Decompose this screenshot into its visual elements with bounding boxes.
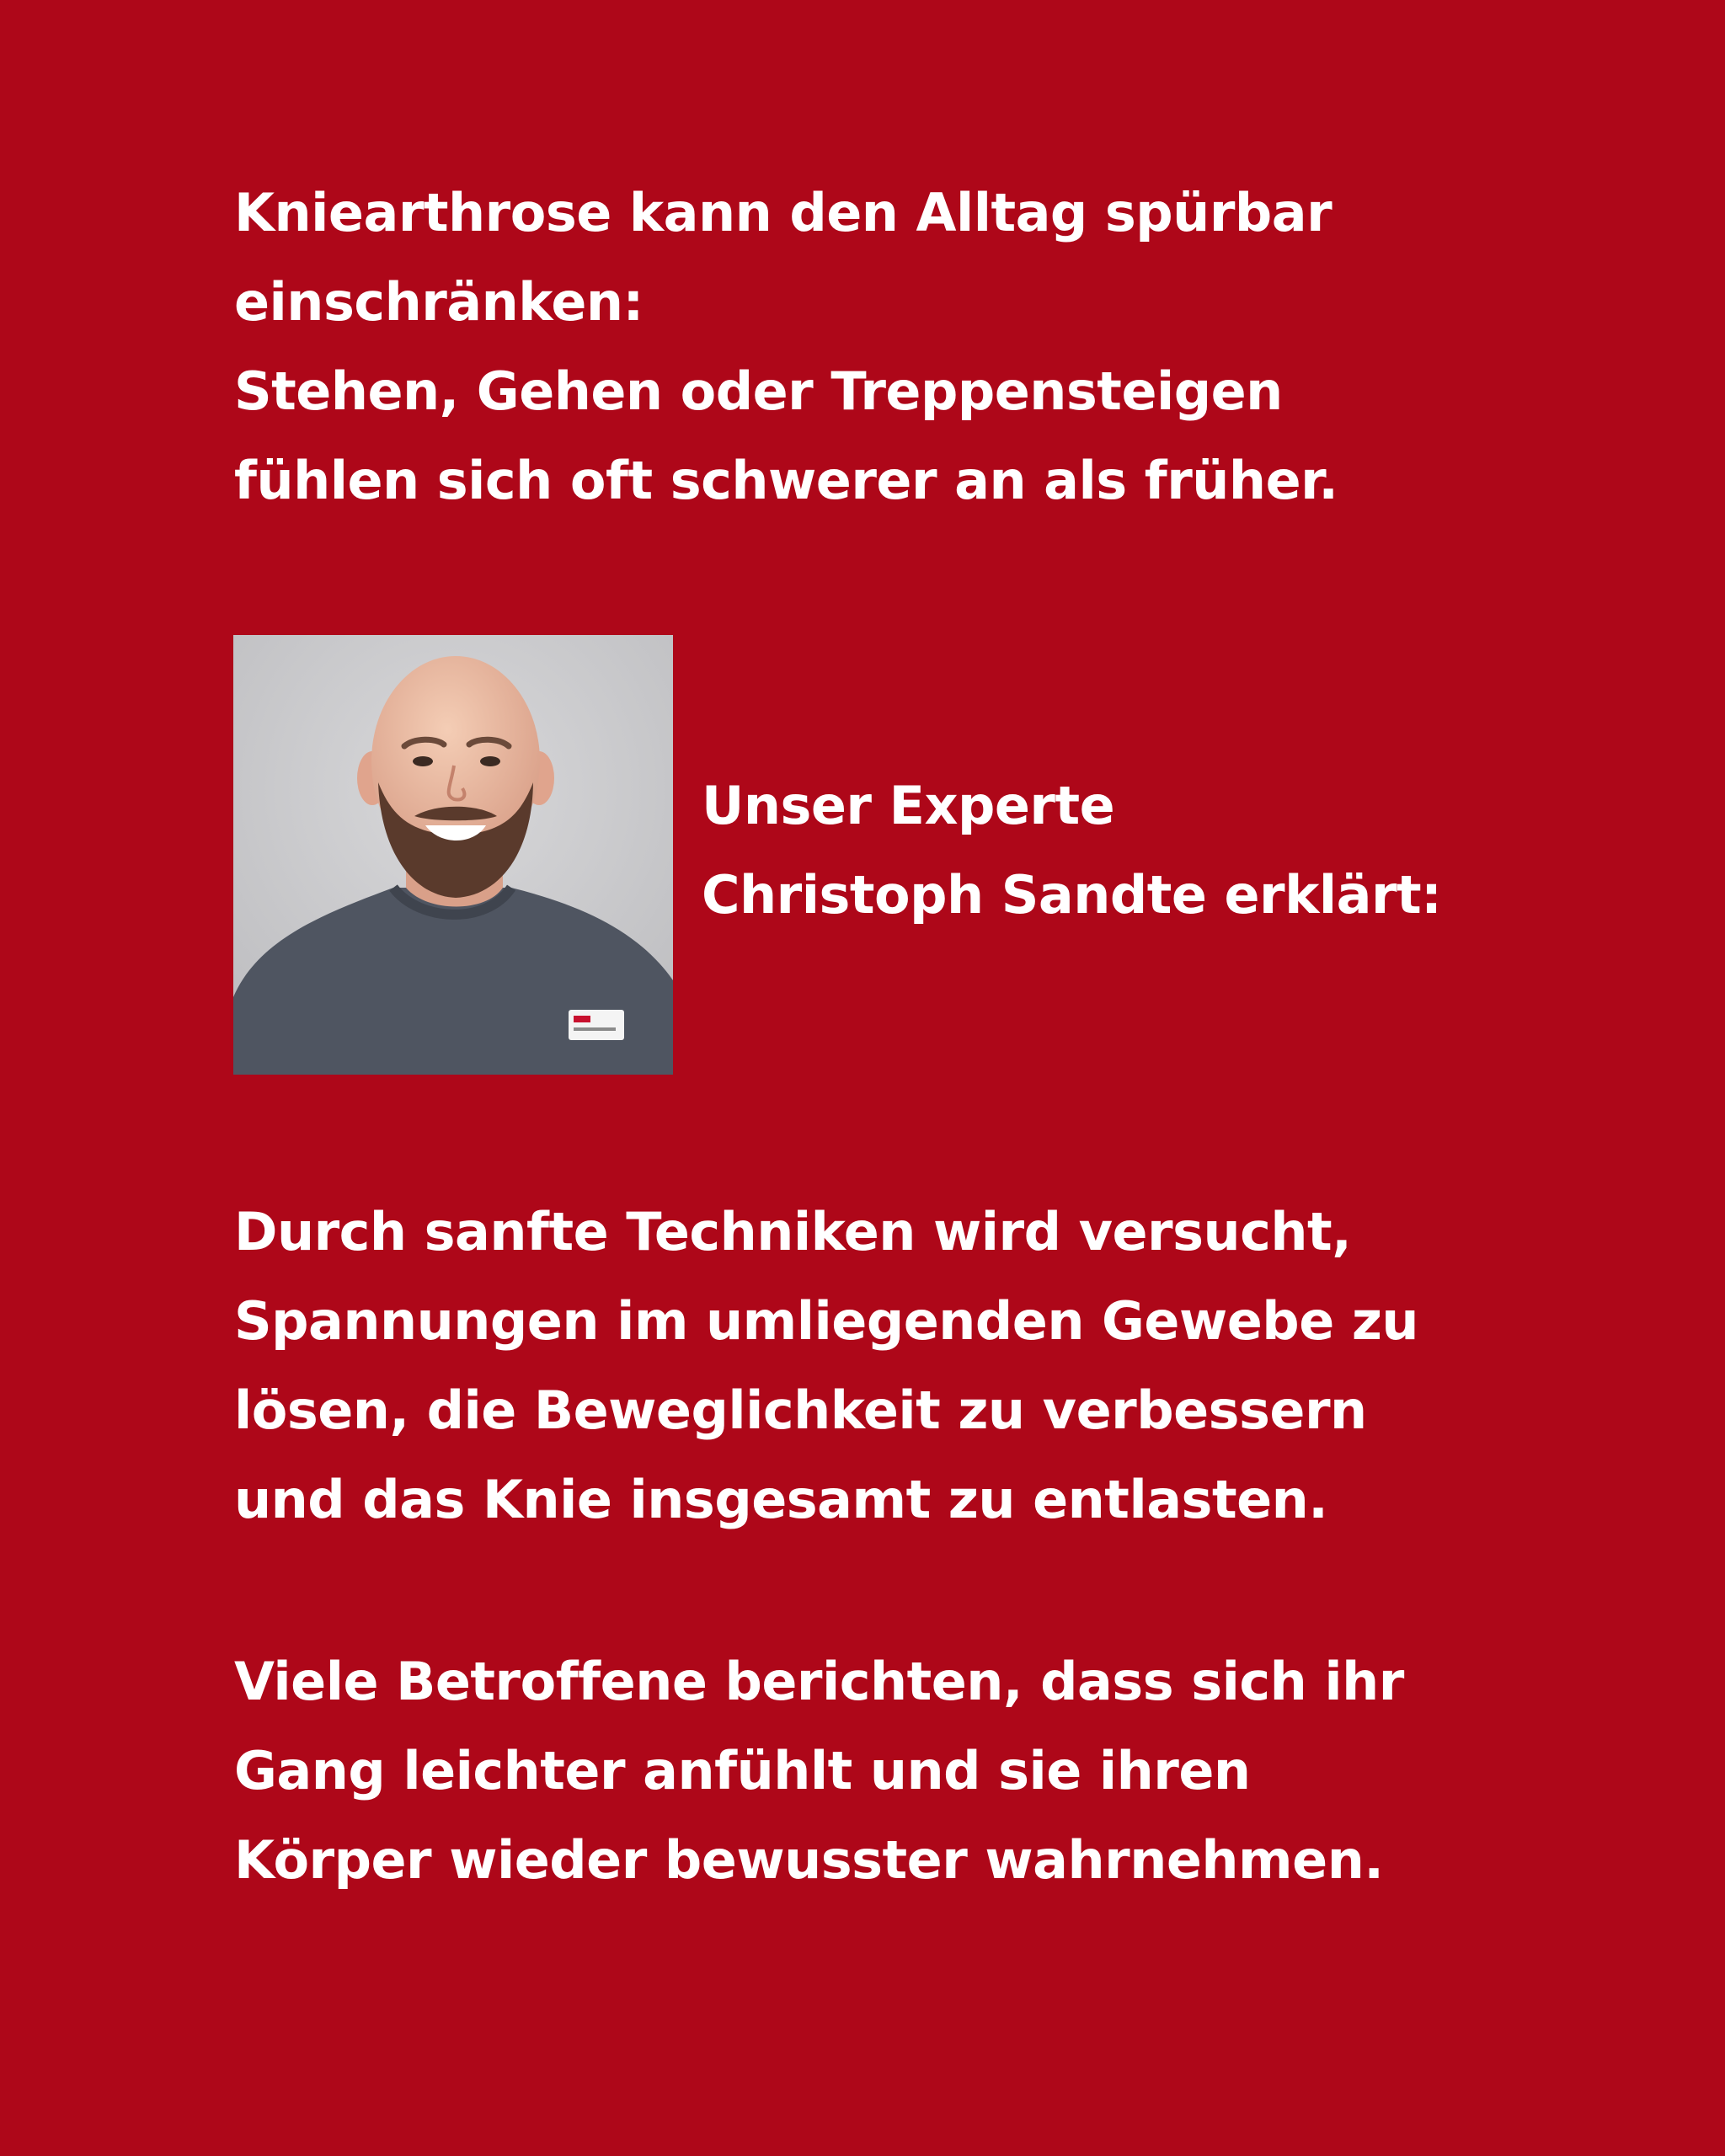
expert-portrait-photo — [233, 635, 673, 1075]
testimonial-line-2: Gang leichter anfühlt und sie ihren — [234, 1740, 1251, 1801]
expert-caption-line-1: Unser Experte — [702, 775, 1115, 836]
explanation-line-4: und das Knie insgesamt zu entlasten. — [234, 1469, 1328, 1530]
intro-line-2: einschränken: — [234, 271, 644, 333]
intro-line-3: Stehen, Gehen oder Treppensteigen — [234, 360, 1283, 422]
expert-caption — [702, 761, 1441, 940]
testimonial-line-3: Körper wieder bewusster wahrnehmen. — [234, 1829, 1384, 1891]
intro-line-4: fühlen sich oft schwerer an als früher. — [234, 450, 1338, 511]
expert-caption-line-2: Christoph Sandte erklärt: — [702, 864, 1442, 926]
expert-section — [233, 635, 1497, 1075]
explanation-line-3: lösen, die Beweglichkeit zu verbessern — [234, 1380, 1367, 1441]
explanation-line-2: Spannungen im umliegenden Gewebe zu — [234, 1290, 1419, 1352]
testimonial-line-1: Viele Betroffene berichten, dass sich ihr — [234, 1651, 1404, 1712]
testimonial-text — [234, 1637, 1404, 1905]
intro-line-1: Kniearthrose kann den Alltag spürbar — [234, 182, 1332, 243]
explanation-text — [234, 1187, 1418, 1545]
explanation-line-1: Durch sanfte Techniken wird versucht, — [234, 1201, 1352, 1262]
intro-text — [234, 168, 1338, 526]
